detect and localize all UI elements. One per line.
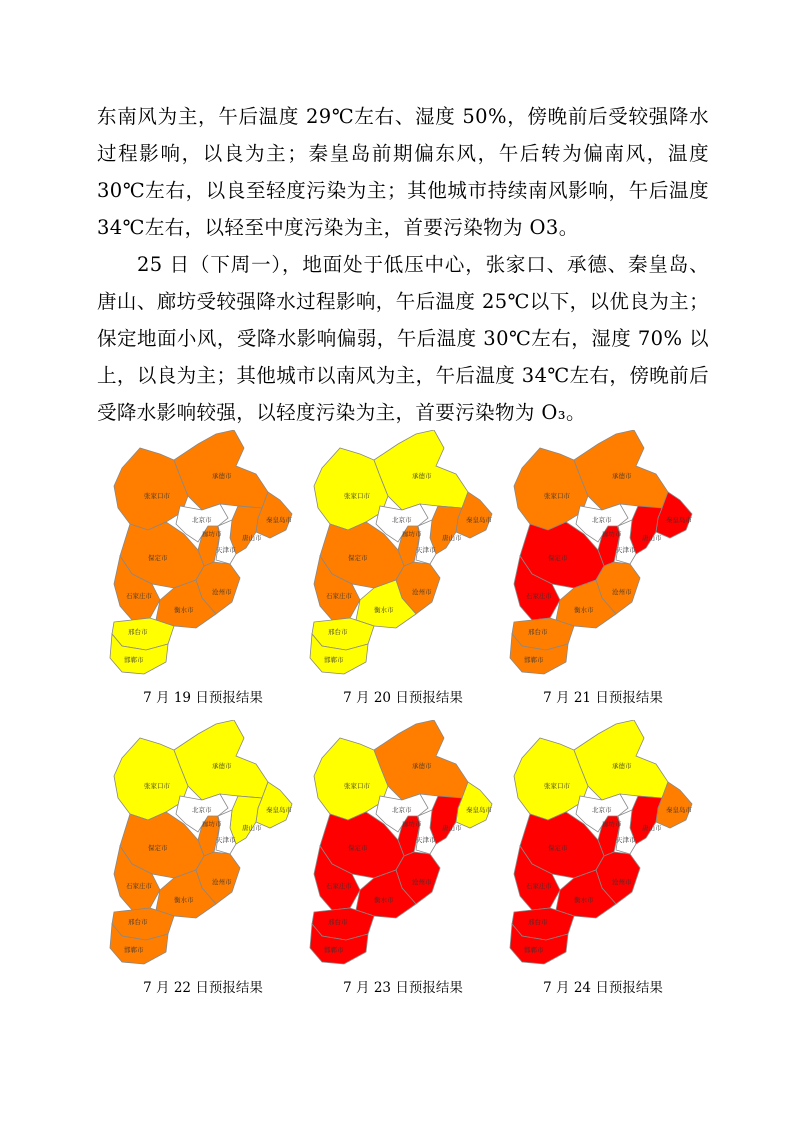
city-label: 邢台市 <box>528 918 548 926</box>
city-label: 廊坊市 <box>602 820 622 828</box>
forecast-map-0719 <box>108 430 308 706</box>
city-label: 衡水市 <box>374 606 394 614</box>
hebei-map <box>508 720 708 970</box>
city-label: 邢台市 <box>528 628 548 636</box>
city-label: 北京市 <box>392 516 412 524</box>
city-label: 邯郸市 <box>124 656 144 664</box>
city-label: 邯郸市 <box>324 656 344 664</box>
region-chengde <box>574 720 668 800</box>
city-label: 邯郸市 <box>524 656 544 664</box>
city-label: 衡水市 <box>174 606 194 614</box>
city-label: 秦皇岛市 <box>266 806 292 814</box>
map-caption: 7 月 23 日预报结果 <box>343 980 463 996</box>
city-label: 廊坊市 <box>602 530 622 538</box>
city-label: 衡水市 <box>574 606 594 614</box>
city-label: 唐山市 <box>242 824 262 832</box>
city-label: 石家庄市 <box>326 882 352 890</box>
city-label: 唐山市 <box>242 534 262 542</box>
city-label: 邢台市 <box>328 628 348 636</box>
city-label: 天津市 <box>616 836 636 844</box>
city-label: 衡水市 <box>574 896 594 904</box>
city-label: 沧州市 <box>412 878 432 886</box>
hebei-map <box>108 720 308 970</box>
city-label: 秦皇岛市 <box>466 806 492 814</box>
city-label: 承德市 <box>612 762 632 770</box>
forecast-map-0720 <box>308 430 508 706</box>
paragraph-1: 东南风为主，午后温度 29℃左右、湿度 50%，傍晚前后受较强降水过程影响，以良为主；秦皇岛前期偏东风，午后转为偏南风，温度 30℃左右，以良至轻度污染为主；其他城市持续南风影响，午后温度 34℃左右，以轻至中度污染为主，首要污染物为 O3。 <box>97 105 709 239</box>
city-label: 沧州市 <box>612 588 632 596</box>
city-label: 廊坊市 <box>402 530 422 538</box>
city-label: 天津市 <box>416 546 436 554</box>
city-label: 保定市 <box>548 554 568 562</box>
city-label: 秦皇岛市 <box>266 516 292 524</box>
city-label: 北京市 <box>192 806 212 814</box>
city-label: 保定市 <box>148 844 168 852</box>
city-label: 廊坊市 <box>202 820 222 828</box>
city-label: 邢台市 <box>328 918 348 926</box>
city-label: 沧州市 <box>612 878 632 886</box>
city-label: 邯郸市 <box>124 946 144 954</box>
city-label: 保定市 <box>548 844 568 852</box>
city-label: 张家口市 <box>344 492 370 500</box>
hebei-map <box>508 430 708 680</box>
region-chengde <box>174 430 268 510</box>
city-label: 北京市 <box>592 516 612 524</box>
region-chengde <box>374 430 468 510</box>
city-label: 衡水市 <box>174 896 194 904</box>
city-label: 邢台市 <box>128 918 148 926</box>
map-caption: 7 月 22 日预报结果 <box>143 980 263 996</box>
city-label: 衡水市 <box>374 896 394 904</box>
city-label: 保定市 <box>148 554 168 562</box>
city-label: 张家口市 <box>544 782 570 790</box>
city-label: 沧州市 <box>412 588 432 596</box>
city-label: 廊坊市 <box>402 820 422 828</box>
map-caption: 7 月 19 日预报结果 <box>143 690 263 706</box>
city-label: 北京市 <box>592 806 612 814</box>
map-caption: 7 月 24 日预报结果 <box>543 980 663 996</box>
city-label: 沧州市 <box>212 878 232 886</box>
forecast-map-0723 <box>308 720 508 996</box>
city-label: 天津市 <box>216 836 236 844</box>
hebei-map <box>108 430 308 680</box>
city-label: 承德市 <box>212 472 232 480</box>
city-label: 廊坊市 <box>202 530 222 538</box>
region-chengde <box>374 720 468 800</box>
hebei-map <box>308 430 508 680</box>
city-label: 唐山市 <box>442 534 462 542</box>
region-chengde <box>574 430 668 510</box>
map-caption: 7 月 20 日预报结果 <box>343 690 463 706</box>
city-label: 石家庄市 <box>126 592 152 600</box>
city-label: 秦皇岛市 <box>666 516 692 524</box>
city-label: 天津市 <box>216 546 236 554</box>
map-caption: 7 月 21 日预报结果 <box>543 690 663 706</box>
city-label: 石家庄市 <box>326 592 352 600</box>
city-label: 石家庄市 <box>126 882 152 890</box>
city-label: 邢台市 <box>128 628 148 636</box>
city-label: 秦皇岛市 <box>666 806 692 814</box>
city-label: 承德市 <box>212 762 232 770</box>
city-label: 邯郸市 <box>524 946 544 954</box>
forecast-map-0721 <box>508 430 708 706</box>
city-label: 石家庄市 <box>526 882 552 890</box>
city-label: 北京市 <box>392 806 412 814</box>
city-label: 邯郸市 <box>324 946 344 954</box>
city-label: 保定市 <box>348 554 368 562</box>
city-label: 保定市 <box>348 844 368 852</box>
city-label: 沧州市 <box>212 588 232 596</box>
city-label: 石家庄市 <box>526 592 552 600</box>
city-label: 承德市 <box>412 762 432 770</box>
forecast-map-0724 <box>508 720 708 996</box>
region-chengde <box>174 720 268 800</box>
city-label: 承德市 <box>612 472 632 480</box>
city-label: 张家口市 <box>144 782 170 790</box>
city-label: 张家口市 <box>344 782 370 790</box>
hebei-map <box>308 720 508 970</box>
city-label: 承德市 <box>412 472 432 480</box>
city-label: 唐山市 <box>442 824 462 832</box>
paragraph-2: 25 日（下周一），地面处于低压中心，张家口、承德、秦皇岛、唐山、廊坊受较强降水过程影响，午后温度 25℃以下，以优良为主；保定地面小风，受降水影响偏弱，午后温度 30℃左右，湿度 70% 以上，以良为主；其他城市以南风为主，午后温度 34℃左右，傍晚前后受降水影响较强，以轻度污染为主，首要污染物为 O₃。 <box>97 253 709 424</box>
city-label: 天津市 <box>416 836 436 844</box>
city-label: 张家口市 <box>544 492 570 500</box>
city-label: 张家口市 <box>144 492 170 500</box>
city-label: 唐山市 <box>642 534 662 542</box>
city-label: 北京市 <box>192 516 212 524</box>
city-label: 天津市 <box>616 546 636 554</box>
city-label: 唐山市 <box>642 824 662 832</box>
forecast-map-0722 <box>108 720 308 996</box>
city-label: 秦皇岛市 <box>466 516 492 524</box>
